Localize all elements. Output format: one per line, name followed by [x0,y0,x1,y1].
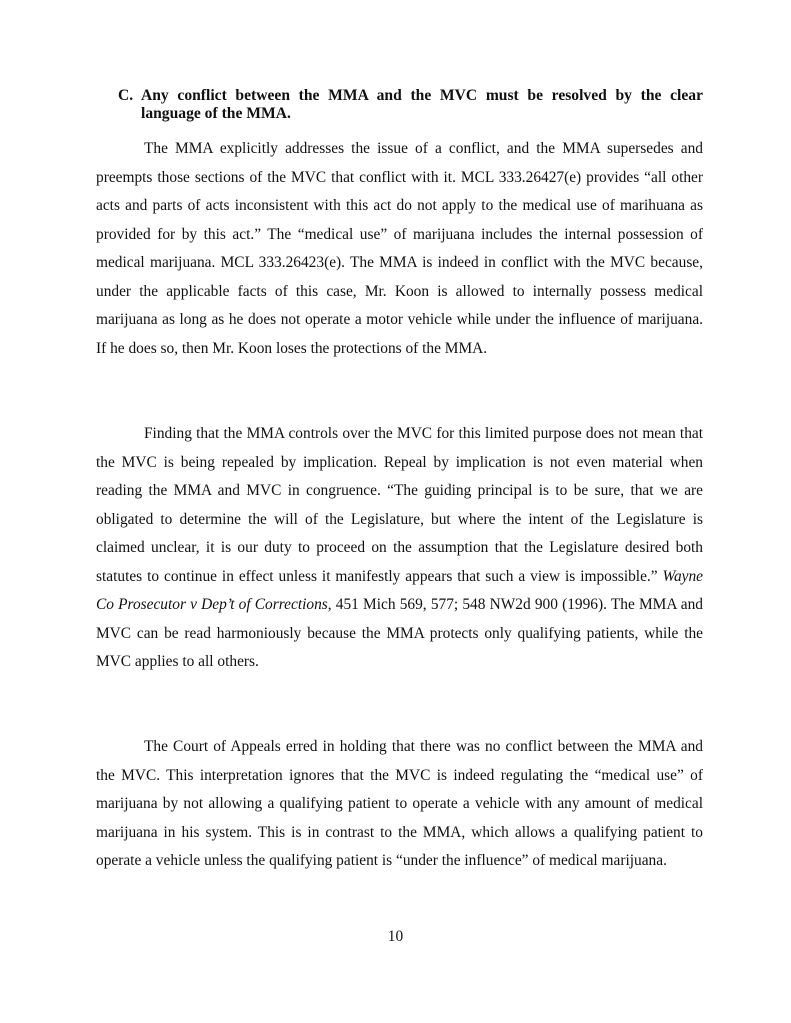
page-number: 10 [387,928,404,945]
section-heading-text: Any conflict between the MMA and the MVC must be resolved by the clear language of the MMA. [141,87,703,122]
paragraph-conflict: The MMA explicitly addresses the issue of a conflict, and the MMA supersedes and preempts those sections of the MVC that conflict with it. MCL 333.26427(e) provides “all other acts and parts of acts inconsistent with this act do not apply to the medical use of marihuana as provided for by this act.” The “medical use” of marijuana includes the internal possession of medical marijuana. MCL 333.26423(e). The MMA is indeed in conflict with the MVC because, under the applicable facts of this case, Mr. Koon is allowed to internally possess medical marijuana as long as he does not operate a motor vehicle while under the influence of marijuana. If he does so, then Mr. Koon loses the protections of the MMA. [96,140,703,357]
paragraph-text: Finding that the MMA controls over the MVC for this limited purpose does not mean that the MVC is being repealed by implication. Repeal by implication is not even material when reading the MMA and MVC in congruence. “The guiding principal is to be sure, that we are obligated to determine the will of the Legislature, but where the intent of the Legislature is claimed unclear, it is our duty to proceed on the assumption that the Legislature desired both statutes to continue in effect unless it manifestly appears that such a view is impossible.” [96,425,703,585]
section-letter: C. [118,87,134,104]
section-heading [118,87,703,123]
case-citation: Wayne Co Prosecutor v Dep’t of Corrections [96,567,703,613]
paragraph-repeal-by-implication [96,420,703,677]
paragraph-court-of-appeals: The Court of Appeals erred in holding that there was no conflict between the MMA and the MVC. This interpretation ignores that the MVC is indeed regulating the “medical use” of marijuana by not allowing a qualifying patient to operate a vehicle with any amount of medical marijuana in his system. This is in contrast to the MMA, which allows a qualifying patient to operate a vehicle unless the qualifying patient is “under the influence” of medical marijuana. [96,738,703,869]
paragraph-text: , 451 Mich 569, 577; 548 NW2d 900 (1996). The MMA and MVC can be read harmoniously because the MMA protects only qualifying patients, while the MVC applies to all others. [96,596,703,670]
